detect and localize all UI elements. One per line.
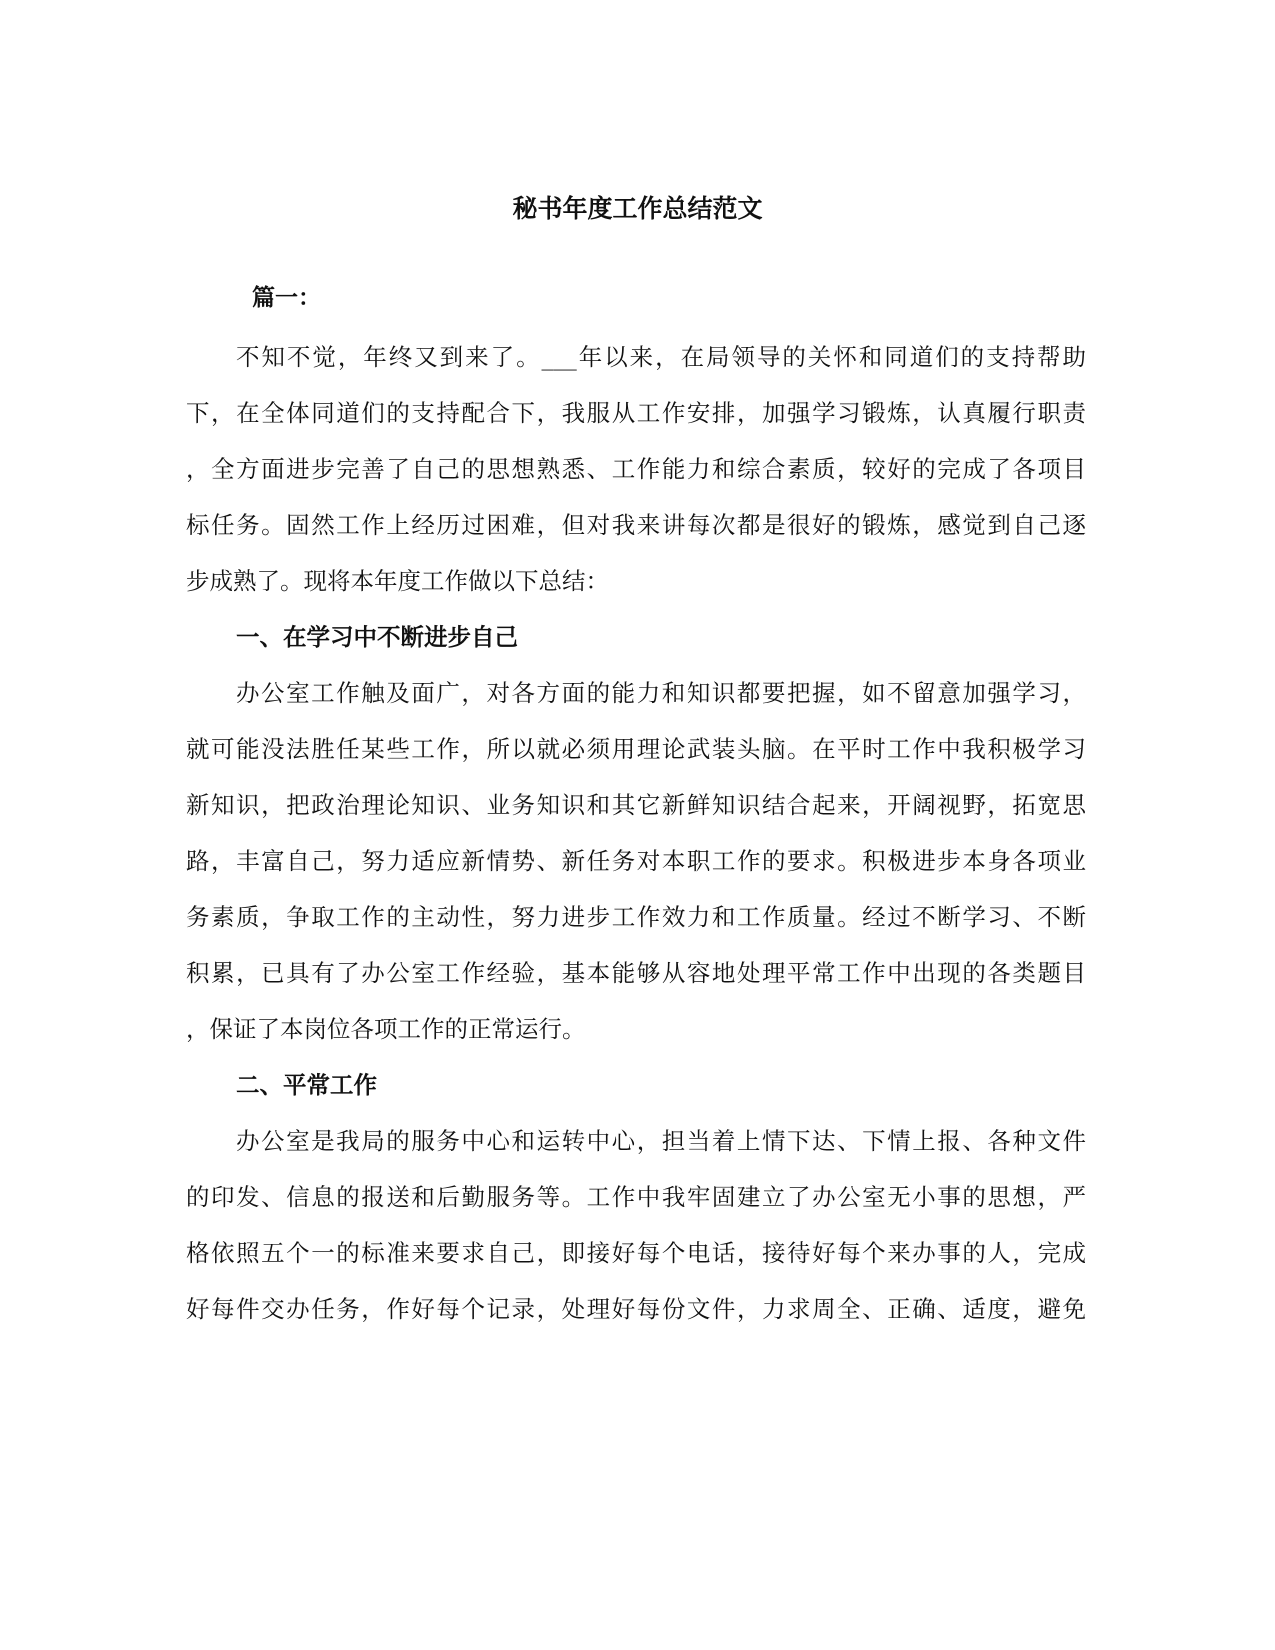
paragraph-line: 新知识，把政治理论知识、业务知识和其它新鲜知识结合起来，开阔视野，拓宽思 xyxy=(186,791,1086,819)
part-label: 篇一： xyxy=(252,284,321,311)
document-title: 秘书年度工作总结范文 xyxy=(512,194,763,223)
paragraph-line: 办公室工作触及面广，对各方面的能力和知识都要把握，如不留意加强学习， xyxy=(236,679,1086,707)
paragraph-line: 路，丰富自己，努力适应新情势、新任务对本职工作的要求。积极进步本身各项业 xyxy=(186,847,1086,875)
paragraph-line: 标任务。固然工作上经历过困难，但对我来讲每次都是很好的锻炼，感觉到自己逐 xyxy=(186,511,1086,539)
paragraph-line: 下，在全体同道们的支持配合下，我服从工作安排，加强学习锻炼，认真履行职责 xyxy=(186,399,1086,427)
paragraph-line: 的印发、信息的报送和后勤服务等。工作中我牢固建立了办公室无小事的思想，严 xyxy=(186,1183,1086,1211)
paragraph-line: 就可能没法胜任某些工作，所以就必须用理论武装头脑。在平时工作中我积极学习 xyxy=(186,735,1086,763)
paragraph-line: 积累，已具有了办公室工作经验，基本能够从容地处理平常工作中出现的各类题目 xyxy=(186,959,1086,987)
section-heading: 二、平常工作 xyxy=(236,1071,377,1099)
paragraph-line: 步成熟了。现将本年度工作做以下总结： xyxy=(186,567,609,595)
paragraph-line: ，保证了本岗位各项工作的正常运行。 xyxy=(186,1015,586,1043)
paragraph-line: 办公室是我局的服务中心和运转中心，担当着上情下达、下情上报、各种文件 xyxy=(236,1127,1086,1155)
paragraph-line: 格依照五个一的标准来要求自己，即接好每个电话，接待好每个来办事的人，完成 xyxy=(186,1239,1086,1267)
paragraph-line: 不知不觉，年终又到来了。___年以来，在局领导的关怀和同道们的支持帮助 xyxy=(236,343,1086,371)
paragraph-line: ，全方面进步完善了自己的思想熟悉、工作能力和综合素质，较好的完成了各项目 xyxy=(186,455,1086,483)
paragraph-line: 好每件交办任务，作好每个记录，处理好每份文件，力求周全、正确、适度，避免 xyxy=(186,1295,1086,1323)
section-heading: 一、在学习中不断进步自己 xyxy=(236,623,518,651)
paragraph-line: 务素质，争取工作的主动性，努力进步工作效力和工作质量。经过不断学习、不断 xyxy=(186,903,1086,931)
